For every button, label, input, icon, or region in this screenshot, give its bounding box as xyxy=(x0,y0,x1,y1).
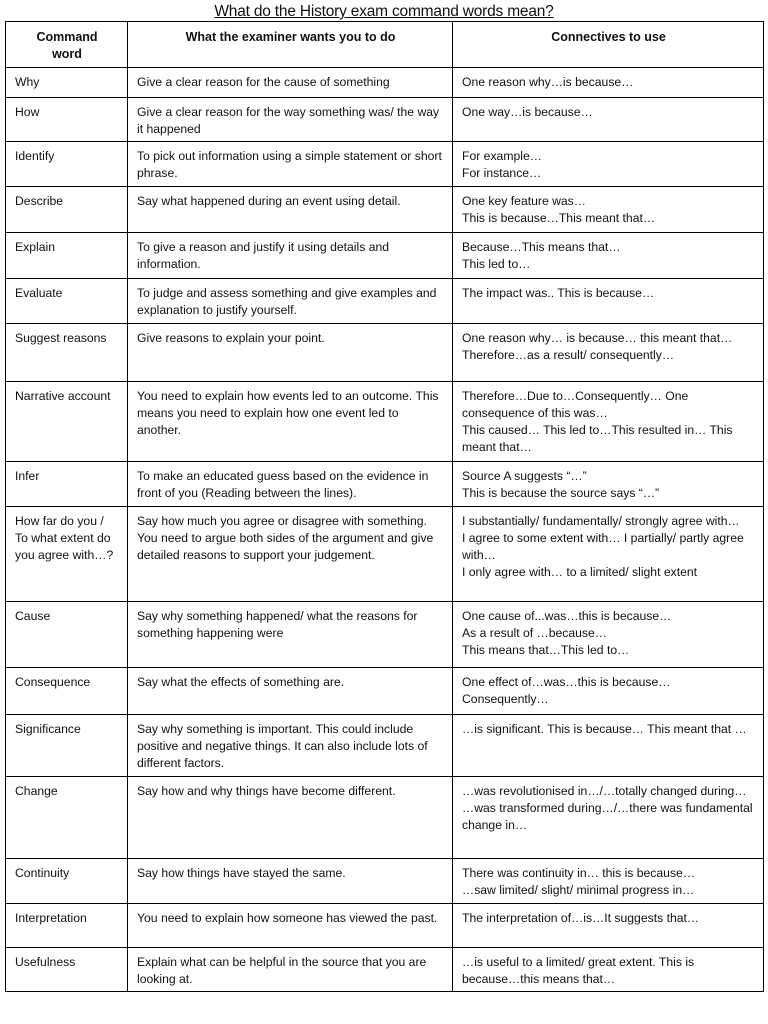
table-row xyxy=(6,859,764,904)
table-row xyxy=(6,507,764,602)
command-cell: Continuity xyxy=(6,859,128,904)
examiner-cell: Say how things have stayed the same. xyxy=(128,859,453,904)
examiner-cell: Say how and why things have become different. xyxy=(128,777,453,859)
command-cell: Interpretation xyxy=(6,904,128,948)
command-cell: Explain xyxy=(6,233,128,279)
examiner-cell: Say why something happened/ what the reasons for something happening were xyxy=(128,602,453,668)
table-row xyxy=(6,233,764,279)
table-row xyxy=(6,904,764,948)
command-cell: Describe xyxy=(6,187,128,233)
command-cell: Suggest reasons xyxy=(6,324,128,382)
command-cell: Infer xyxy=(6,462,128,507)
table-row xyxy=(6,602,764,668)
examiner-cell: To pick out information using a simple statement or short phrase. xyxy=(128,142,453,187)
connectives-cell: One effect of…was…this is because… Consequently… xyxy=(453,668,764,715)
connectives-cell: Because…This means that… This led to… xyxy=(453,233,764,279)
examiner-cell: You need to explain how events led to an outcome. This means you need to explain how one event led to another. xyxy=(128,382,453,462)
command-cell: Usefulness xyxy=(6,948,128,992)
examiner-cell: Say what the effects of something are. xyxy=(128,668,453,715)
connectives-cell: There was continuity in… this is because… …saw limited/ slight/ minimal progress in… xyxy=(453,859,764,904)
examiner-cell: Say why something is important. This could include positive and negative things. It can also include lots of different factors. xyxy=(128,715,453,777)
command-cell: Narrative account xyxy=(6,382,128,462)
connectives-cell: …was revolutionised in…/…totally changed during… …was transformed during…/…there was fundamental change in… xyxy=(453,777,764,859)
connectives-cell: One cause of...was…this is because… As a result of …because… This means that…This led to… xyxy=(453,602,764,668)
connectives-cell: …is significant. This is because… This meant that … xyxy=(453,715,764,777)
examiner-cell: Explain what can be helpful in the source that you are looking at. xyxy=(128,948,453,992)
connectives-cell: The interpretation of…is…It suggests that… xyxy=(453,904,764,948)
table-row xyxy=(6,98,764,142)
connectives-cell: Therefore…Due to…Consequently… One consequence of this was… This caused… This led to…This resulted in… This meant that… xyxy=(453,382,764,462)
examiner-cell: To judge and assess something and give examples and explanation to justify yourself. xyxy=(128,279,453,324)
connectives-cell: …is useful to a limited/ great extent. This is because…this means that… xyxy=(453,948,764,992)
command-cell: Consequence xyxy=(6,668,128,715)
table-row xyxy=(6,187,764,233)
connectives-cell: I substantially/ fundamentally/ strongly agree with… I agree to some extent with… I partially/ partly agree with… I only agree with… to a limited/ slight extent xyxy=(453,507,764,602)
connectives-cell: One reason why… is because… this meant that… Therefore…as a result/ consequently… xyxy=(453,324,764,382)
command-cell: Why xyxy=(6,68,128,98)
table-row xyxy=(6,948,764,992)
command-words-table xyxy=(5,21,764,992)
command-cell: Significance xyxy=(6,715,128,777)
command-cell: How xyxy=(6,98,128,142)
examiner-cell: Give a clear reason for the cause of something xyxy=(128,68,453,98)
connectives-cell: One reason why…is because… xyxy=(453,68,764,98)
connectives-cell: The impact was.. This is because… xyxy=(453,279,764,324)
examiner-cell: To give a reason and justify it using details and information. xyxy=(128,233,453,279)
table-row xyxy=(6,462,764,507)
examiner-cell: You need to explain how someone has viewed the past. xyxy=(128,904,453,948)
table-row xyxy=(6,777,764,859)
connectives-cell: Source A suggests “…” This is because the source says “…” xyxy=(453,462,764,507)
connectives-cell: One key feature was… This is because…This meant that… xyxy=(453,187,764,233)
connectives-cell: For example… For instance… xyxy=(453,142,764,187)
table-row xyxy=(6,668,764,715)
examiner-cell: To make an educated guess based on the evidence in front of you (Reading between the lines). xyxy=(128,462,453,507)
header-examiner-wants: What the examiner wants you to do xyxy=(128,22,453,68)
table-row xyxy=(6,68,764,98)
table-header-row xyxy=(6,22,764,68)
command-cell: How far do you / To what extent do you agree with…? xyxy=(6,507,128,602)
table-row xyxy=(6,715,764,777)
examiner-cell: Give a clear reason for the way something was/ the way it happened xyxy=(128,98,453,142)
command-cell: Change xyxy=(6,777,128,859)
command-cell: Evaluate xyxy=(6,279,128,324)
examiner-cell: Say what happened during an event using detail. xyxy=(128,187,453,233)
page-title: What do the History exam command words mean? xyxy=(214,3,554,20)
connectives-cell: One way…is because… xyxy=(453,98,764,142)
examiner-cell: Give reasons to explain your point. xyxy=(128,324,453,382)
header-command-word: Command word xyxy=(6,22,128,68)
table-row xyxy=(6,142,764,187)
table-row xyxy=(6,324,764,382)
header-connectives: Connectives to use xyxy=(453,22,764,68)
table-row xyxy=(6,279,764,324)
examiner-cell: Say how much you agree or disagree with something. You need to argue both sides of the argument and give detailed reasons to support your judgement. xyxy=(128,507,453,602)
command-cell: Identify xyxy=(6,142,128,187)
command-cell: Cause xyxy=(6,602,128,668)
table-row xyxy=(6,382,764,462)
